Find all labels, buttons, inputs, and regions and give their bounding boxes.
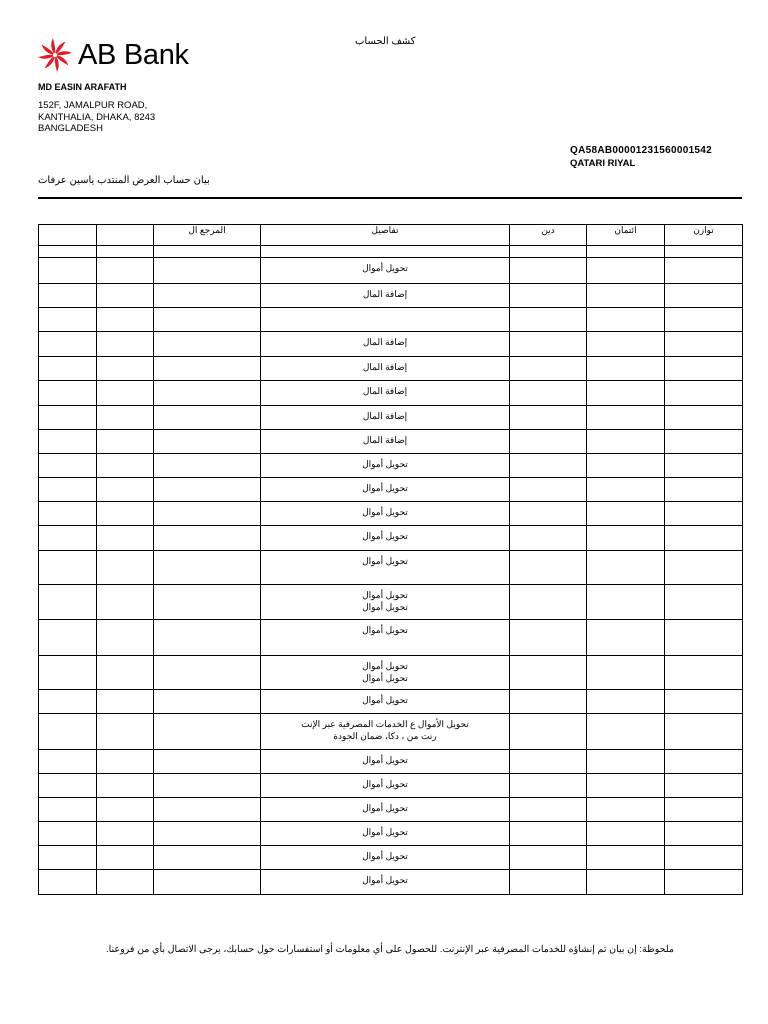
cell-date — [39, 502, 97, 526]
cell-balance — [665, 656, 743, 690]
cell-details — [261, 478, 510, 502]
cell-balance — [665, 284, 743, 308]
cell-credit — [587, 246, 665, 258]
cell-date — [39, 454, 97, 478]
detail-line: تحويل أموال — [362, 602, 408, 612]
ab-bank-logo-icon — [38, 36, 72, 74]
cell-credit — [587, 620, 665, 656]
detail-line: إضافة المال — [362, 435, 408, 445]
table-row — [39, 454, 743, 478]
table-row — [39, 690, 743, 714]
cell-debit — [510, 454, 587, 478]
cell-balance — [665, 822, 743, 846]
cell-details — [261, 381, 510, 406]
cell-balance — [665, 406, 743, 430]
cell-details — [261, 551, 510, 585]
table-row — [39, 846, 743, 870]
detail-line: تحويل أموال — [362, 556, 408, 566]
footer-note: ملحوظة: إن بيان تم إنشاؤه للخدمات المصرفية عبر الإنترنت. للحصول على أي معلومات أو استفسارات حول حسابك، يرجى الاتصال بأي من فروعنا. — [106, 944, 674, 955]
customer-address — [38, 100, 155, 135]
cell-details — [261, 284, 510, 308]
detail-line: إضافة المال — [362, 411, 408, 421]
cell-details — [261, 822, 510, 846]
cell-date — [39, 430, 97, 454]
detail-line: رنت من ، دكا، ضمان الجودة — [333, 731, 437, 741]
cell-date — [39, 750, 97, 774]
cell-reference — [154, 381, 261, 406]
cell-value-date — [97, 246, 154, 258]
cell-credit — [587, 332, 665, 357]
detail-line: تحويل أموال — [362, 803, 408, 813]
table-row — [39, 585, 743, 620]
cell-credit — [587, 585, 665, 620]
cell-balance — [665, 454, 743, 478]
cell-debit — [510, 774, 587, 798]
detail-line: تحويل أموال — [362, 661, 408, 671]
cell-details — [261, 246, 510, 258]
cell-balance — [665, 502, 743, 526]
cell-credit — [587, 308, 665, 332]
table-row — [39, 406, 743, 430]
cell-balance — [665, 357, 743, 381]
cell-reference — [154, 620, 261, 656]
cell-value-date — [97, 430, 154, 454]
cell-date — [39, 406, 97, 430]
cell-value-date — [97, 690, 154, 714]
cell-debit — [510, 246, 587, 258]
cell-balance — [665, 585, 743, 620]
cell-date — [39, 381, 97, 406]
cell-reference — [154, 750, 261, 774]
cell-value-date — [97, 750, 154, 774]
cell-balance — [665, 750, 743, 774]
cell-credit — [587, 774, 665, 798]
cell-credit — [587, 750, 665, 774]
table-header-row — [39, 225, 743, 246]
cell-value-date — [97, 502, 154, 526]
cell-credit — [587, 406, 665, 430]
cell-details — [261, 585, 510, 620]
transactions-body — [39, 246, 743, 895]
detail-line: تحويل أموال — [362, 851, 408, 861]
cell-debit — [510, 690, 587, 714]
cell-date — [39, 332, 97, 357]
cell-balance — [665, 690, 743, 714]
detail-line: تحويل أموال — [362, 755, 408, 765]
cell-date — [39, 246, 97, 258]
cell-value-date — [97, 308, 154, 332]
table-row — [39, 357, 743, 381]
cell-balance — [665, 258, 743, 284]
cell-credit — [587, 870, 665, 895]
table-row — [39, 798, 743, 822]
cell-debit — [510, 308, 587, 332]
cell-balance — [665, 620, 743, 656]
table-row — [39, 870, 743, 895]
cell-reference — [154, 478, 261, 502]
cell-credit — [587, 478, 665, 502]
cell-value-date — [97, 798, 154, 822]
cell-debit — [510, 258, 587, 284]
address-line: 152F, JAMALPUR ROAD, — [38, 100, 148, 111]
detail-line: تحويل الأموال ع الخدمات المصرفية عبر الإنت — [301, 719, 469, 729]
detail-line: تحويل أموال — [362, 625, 408, 635]
cell-details — [261, 798, 510, 822]
detail-line: تحويل أموال — [362, 673, 408, 683]
header-divider — [38, 197, 742, 199]
cell-value-date — [97, 774, 154, 798]
detail-line: إضافة المال — [362, 289, 408, 299]
cell-debit — [510, 620, 587, 656]
detail-line: تحويل أموال — [362, 590, 408, 600]
cell-balance — [665, 551, 743, 585]
address-line: KANTHALIA, DHAKA, 8243 — [38, 111, 156, 123]
cell-value-date — [97, 585, 154, 620]
cell-details — [261, 714, 510, 750]
cell-reference — [154, 690, 261, 714]
cell-debit — [510, 284, 587, 308]
column-header-details: تفاصيل — [261, 225, 510, 246]
cell-credit — [587, 822, 665, 846]
cell-credit — [587, 284, 665, 308]
cell-reference — [154, 774, 261, 798]
cell-date — [39, 357, 97, 381]
cell-reference — [154, 357, 261, 381]
cell-value-date — [97, 454, 154, 478]
cell-details — [261, 258, 510, 284]
detail-line: تحويل أموال — [362, 483, 408, 493]
cell-details — [261, 502, 510, 526]
cell-debit — [510, 381, 587, 406]
cell-value-date — [97, 526, 154, 551]
detail-line: إضافة المال — [362, 337, 408, 347]
cell-credit — [587, 798, 665, 822]
cell-credit — [587, 502, 665, 526]
cell-value-date — [97, 656, 154, 690]
cell-details — [261, 332, 510, 357]
cell-value-date — [97, 551, 154, 585]
table-row — [39, 526, 743, 551]
cell-date — [39, 585, 97, 620]
cell-reference — [154, 656, 261, 690]
detail-line: تحويل أموال — [362, 507, 408, 517]
cell-reference — [154, 798, 261, 822]
cell-details — [261, 774, 510, 798]
column-header-credit: ائتمان — [587, 225, 665, 246]
cell-value-date — [97, 332, 154, 357]
cell-balance — [665, 798, 743, 822]
table-row — [39, 478, 743, 502]
cell-debit — [510, 357, 587, 381]
cell-value-date — [97, 258, 154, 284]
cell-details — [261, 690, 510, 714]
cell-value-date — [97, 406, 154, 430]
cell-details — [261, 870, 510, 895]
table-row — [39, 714, 743, 750]
account-number: QA58AB00001231560001542 — [570, 145, 713, 156]
cell-debit — [510, 502, 587, 526]
cell-reference — [154, 822, 261, 846]
detail-line: إضافة المال — [362, 362, 408, 372]
cell-reference — [154, 246, 261, 258]
cell-date — [39, 284, 97, 308]
cell-value-date — [97, 284, 154, 308]
cell-details — [261, 846, 510, 870]
cell-debit — [510, 585, 587, 620]
transactions-table — [38, 224, 743, 895]
detail-line: تحويل أموال — [362, 531, 408, 541]
cell-value-date — [97, 870, 154, 895]
column-header-value-date — [97, 225, 154, 246]
cell-value-date — [97, 381, 154, 406]
cell-details — [261, 430, 510, 454]
cell-reference — [154, 714, 261, 750]
cell-details — [261, 357, 510, 381]
cell-debit — [510, 870, 587, 895]
cell-balance — [665, 478, 743, 502]
cell-date — [39, 822, 97, 846]
statement-label: بيان حساب العرض المنتدب ياسين عرفات — [38, 175, 210, 186]
cell-credit — [587, 357, 665, 381]
cell-credit — [587, 430, 665, 454]
cell-details — [261, 656, 510, 690]
cell-date — [39, 798, 97, 822]
cell-balance — [665, 308, 743, 332]
cell-date — [39, 526, 97, 551]
cell-balance — [665, 381, 743, 406]
cell-details — [261, 406, 510, 430]
cell-credit — [587, 690, 665, 714]
detail-line: تحويل أموال — [362, 875, 408, 885]
cell-credit — [587, 551, 665, 585]
table-row — [39, 620, 743, 656]
cell-date — [39, 308, 97, 332]
account-currency: QATARI RIYAL — [570, 158, 636, 169]
cell-debit — [510, 846, 587, 870]
column-header-debit: دين — [510, 225, 587, 246]
cell-reference — [154, 502, 261, 526]
cell-debit — [510, 798, 587, 822]
cell-date — [39, 714, 97, 750]
cell-value-date — [97, 478, 154, 502]
cell-value-date — [97, 620, 154, 656]
cell-details — [261, 308, 510, 332]
cell-value-date — [97, 822, 154, 846]
cell-reference — [154, 284, 261, 308]
customer-name: MD EASIN ARAFATH — [38, 82, 127, 92]
cell-date — [39, 620, 97, 656]
cell-balance — [665, 526, 743, 551]
cell-debit — [510, 822, 587, 846]
cell-details — [261, 620, 510, 656]
bank-logo — [38, 36, 189, 74]
cell-balance — [665, 714, 743, 750]
cell-debit — [510, 332, 587, 357]
cell-balance — [665, 870, 743, 895]
cell-balance — [665, 246, 743, 258]
detail-line: تحويل أموال — [362, 779, 408, 789]
cell-reference — [154, 258, 261, 284]
cell-value-date — [97, 846, 154, 870]
cell-balance — [665, 332, 743, 357]
table-row — [39, 656, 743, 690]
table-row — [39, 246, 743, 258]
table-row — [39, 284, 743, 308]
cell-debit — [510, 551, 587, 585]
cell-reference — [154, 406, 261, 430]
cell-reference — [154, 430, 261, 454]
cell-credit — [587, 656, 665, 690]
cell-debit — [510, 656, 587, 690]
cell-reference — [154, 454, 261, 478]
cell-details — [261, 750, 510, 774]
cell-reference — [154, 551, 261, 585]
detail-line: تحويل أموال — [362, 827, 408, 837]
cell-debit — [510, 430, 587, 454]
cell-reference — [154, 846, 261, 870]
cell-reference — [154, 308, 261, 332]
column-header-balance: توازن — [665, 225, 743, 246]
cell-credit — [587, 381, 665, 406]
cell-value-date — [97, 357, 154, 381]
detail-line: إضافة المال — [362, 386, 408, 396]
cell-credit — [587, 714, 665, 750]
cell-details — [261, 526, 510, 551]
bank-name: AB Bank — [78, 38, 189, 71]
table-row — [39, 774, 743, 798]
cell-credit — [587, 846, 665, 870]
cell-date — [39, 656, 97, 690]
cell-reference — [154, 585, 261, 620]
cell-debit — [510, 714, 587, 750]
cell-date — [39, 478, 97, 502]
cell-date — [39, 551, 97, 585]
cell-date — [39, 258, 97, 284]
table-row — [39, 502, 743, 526]
cell-date — [39, 846, 97, 870]
cell-credit — [587, 526, 665, 551]
table-row — [39, 551, 743, 585]
cell-balance — [665, 430, 743, 454]
cell-debit — [510, 750, 587, 774]
cell-credit — [587, 454, 665, 478]
cell-date — [39, 690, 97, 714]
table-row — [39, 381, 743, 406]
table-row — [39, 332, 743, 357]
address-line: BANGLADESH — [38, 123, 103, 134]
statement-title: كشف الحساب — [355, 36, 416, 47]
column-header-reference: المرجع ال — [154, 225, 261, 246]
cell-reference — [154, 332, 261, 357]
cell-debit — [510, 406, 587, 430]
table-row — [39, 750, 743, 774]
cell-details — [261, 454, 510, 478]
table-row — [39, 430, 743, 454]
cell-debit — [510, 526, 587, 551]
cell-balance — [665, 846, 743, 870]
table-row — [39, 822, 743, 846]
cell-debit — [510, 478, 587, 502]
detail-line: تحويل أموال — [362, 459, 408, 469]
cell-reference — [154, 870, 261, 895]
detail-line: تحويل أموال — [362, 695, 408, 705]
table-row — [39, 308, 743, 332]
cell-date — [39, 870, 97, 895]
cell-value-date — [97, 714, 154, 750]
cell-credit — [587, 258, 665, 284]
cell-balance — [665, 774, 743, 798]
cell-date — [39, 774, 97, 798]
column-header-date — [39, 225, 97, 246]
detail-line: تحويل أموال — [362, 263, 408, 273]
table-row — [39, 258, 743, 284]
cell-reference — [154, 526, 261, 551]
